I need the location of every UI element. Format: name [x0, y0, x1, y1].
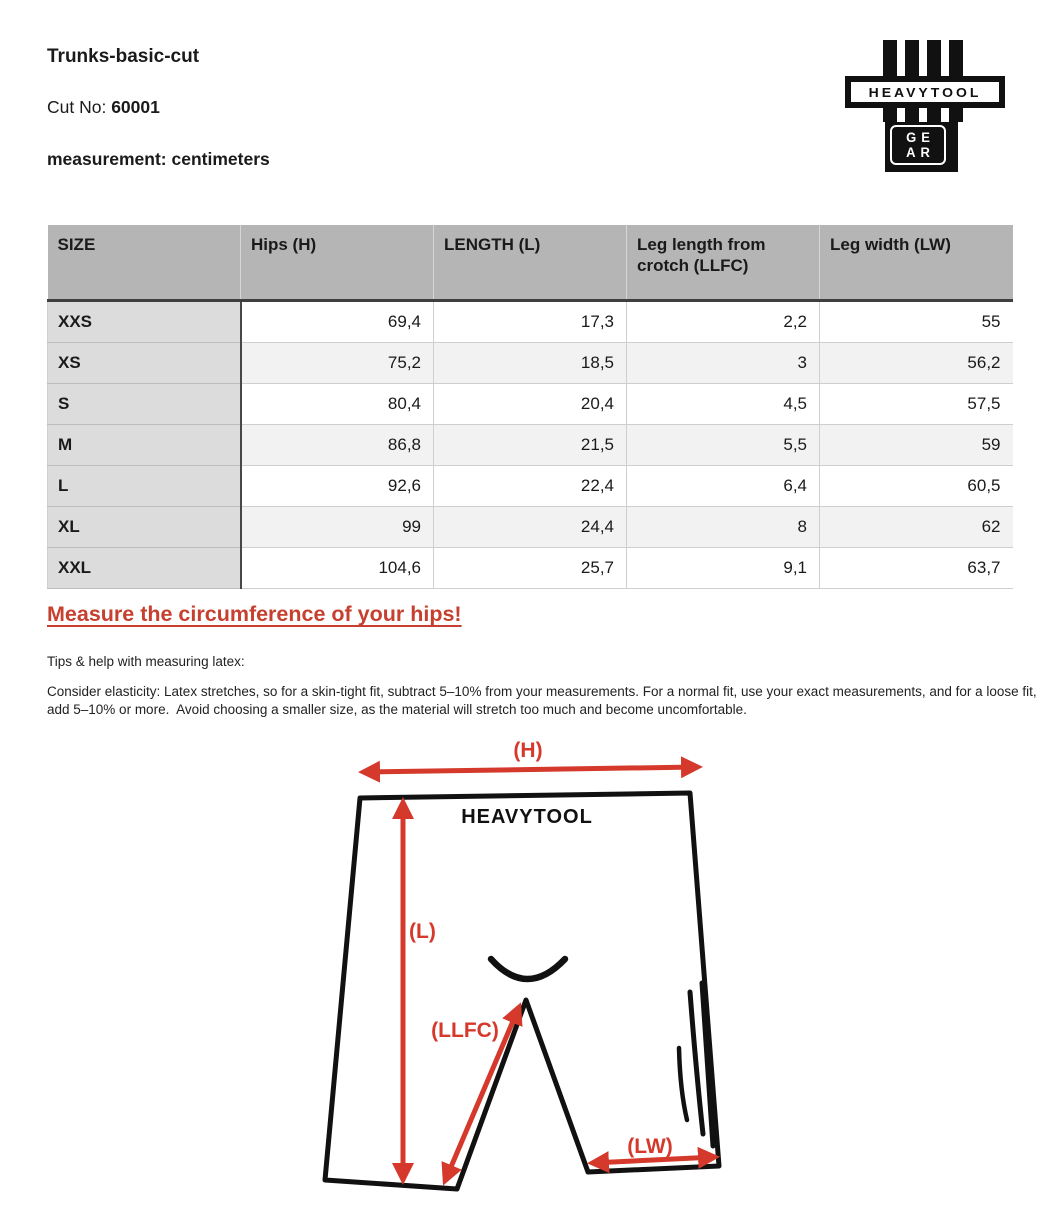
- value-cell: 24,4: [434, 507, 627, 548]
- value-cell: 4,5: [627, 384, 820, 425]
- diagram-brand-text: HEAVYTOOL: [461, 806, 593, 828]
- logo-gear-square: [885, 122, 958, 172]
- value-cell: 8: [627, 507, 820, 548]
- value-cell: 57,5: [820, 384, 1013, 425]
- hips-label: (H): [513, 739, 543, 762]
- cut-number-label: Cut No:: [47, 97, 112, 117]
- size-cell: XXL: [48, 548, 241, 589]
- logo-gear-frame: [890, 125, 946, 165]
- table-row: [48, 343, 1013, 384]
- value-cell: 92,6: [241, 466, 434, 507]
- llfc-label: (LLFC): [431, 1019, 499, 1042]
- table-row: [48, 384, 1013, 425]
- logo-brand-text: HEAVYTOOL: [868, 84, 982, 100]
- logo-gear-text-top: GE: [906, 129, 935, 146]
- value-cell: 56,2: [820, 343, 1013, 384]
- logo-band: [845, 76, 1005, 108]
- value-cell: 99: [241, 507, 434, 548]
- tips-body: Consider elasticity: Latex stretches, so for a skin-tight fit, subtract 5–10% from your measurements. For a normal fit, use your exact measurements, and for a loose fit, add 5–10% or more. Avoid choosing a smaller size, as the material will stretch too much and become uncomfortable.: [47, 684, 1041, 717]
- trunks-measurement-diagram: [298, 733, 748, 1213]
- value-cell: 9,1: [627, 548, 820, 589]
- size-cell: XL: [48, 507, 241, 548]
- size-cell: XS: [48, 343, 241, 384]
- value-cell: 5,5: [627, 425, 820, 466]
- value-cell: 63,7: [820, 548, 1013, 589]
- value-cell: 2,2: [627, 301, 820, 343]
- value-cell: 104,6: [241, 548, 434, 589]
- table-row: [48, 301, 1013, 343]
- value-cell: 75,2: [241, 343, 434, 384]
- value-cell: 17,3: [434, 301, 627, 343]
- column-header-hips: Hips (H): [241, 225, 434, 301]
- value-cell: 22,4: [434, 466, 627, 507]
- size-table: [47, 225, 1013, 589]
- table-header-row: [48, 225, 1013, 301]
- value-cell: 6,4: [627, 466, 820, 507]
- table-row: [48, 548, 1013, 589]
- value-cell: 69,4: [241, 301, 434, 343]
- table-row: [48, 507, 1013, 548]
- logo-band-frame: [849, 80, 1001, 104]
- value-cell: 3: [627, 343, 820, 384]
- column-header-lw: Leg width (LW): [820, 225, 1013, 301]
- column-header-length: LENGTH (L): [434, 225, 627, 301]
- tips-intro: Tips & help with measuring latex:: [47, 654, 245, 669]
- size-cell: M: [48, 425, 241, 466]
- tips-heading: Measure the circumference of your hips!: [47, 602, 462, 626]
- size-cell: S: [48, 384, 241, 425]
- column-header-size: SIZE: [48, 225, 241, 301]
- length-label: (L): [409, 920, 436, 943]
- value-cell: 55: [820, 301, 1013, 343]
- value-cell: 59: [820, 425, 1013, 466]
- value-cell: 25,7: [434, 548, 627, 589]
- size-cell: XXS: [48, 301, 241, 343]
- value-cell: 80,4: [241, 384, 434, 425]
- value-cell: 60,5: [820, 466, 1013, 507]
- value-cell: 18,5: [434, 343, 627, 384]
- size-cell: L: [48, 466, 241, 507]
- value-cell: 21,5: [434, 425, 627, 466]
- table-row: [48, 425, 1013, 466]
- page-title: Trunks-basic-cut: [47, 46, 200, 67]
- measurement-unit-line: measurement: centimeters: [47, 149, 270, 169]
- leg-width-label: (LW): [627, 1135, 673, 1158]
- value-cell: 20,4: [434, 384, 627, 425]
- brand-logo: [845, 28, 1005, 174]
- column-header-llfc: Leg length from crotch (LLFC): [627, 225, 820, 301]
- trunks-outline: [325, 793, 719, 1189]
- value-cell: 62: [820, 507, 1013, 548]
- hips-arrow: [363, 767, 698, 772]
- cut-number-line: [47, 97, 160, 118]
- value-cell: 86,8: [241, 425, 434, 466]
- table-row: [48, 466, 1013, 507]
- logo-gear-text-bottom: AR: [906, 144, 935, 161]
- cut-number-value: 60001: [111, 97, 160, 117]
